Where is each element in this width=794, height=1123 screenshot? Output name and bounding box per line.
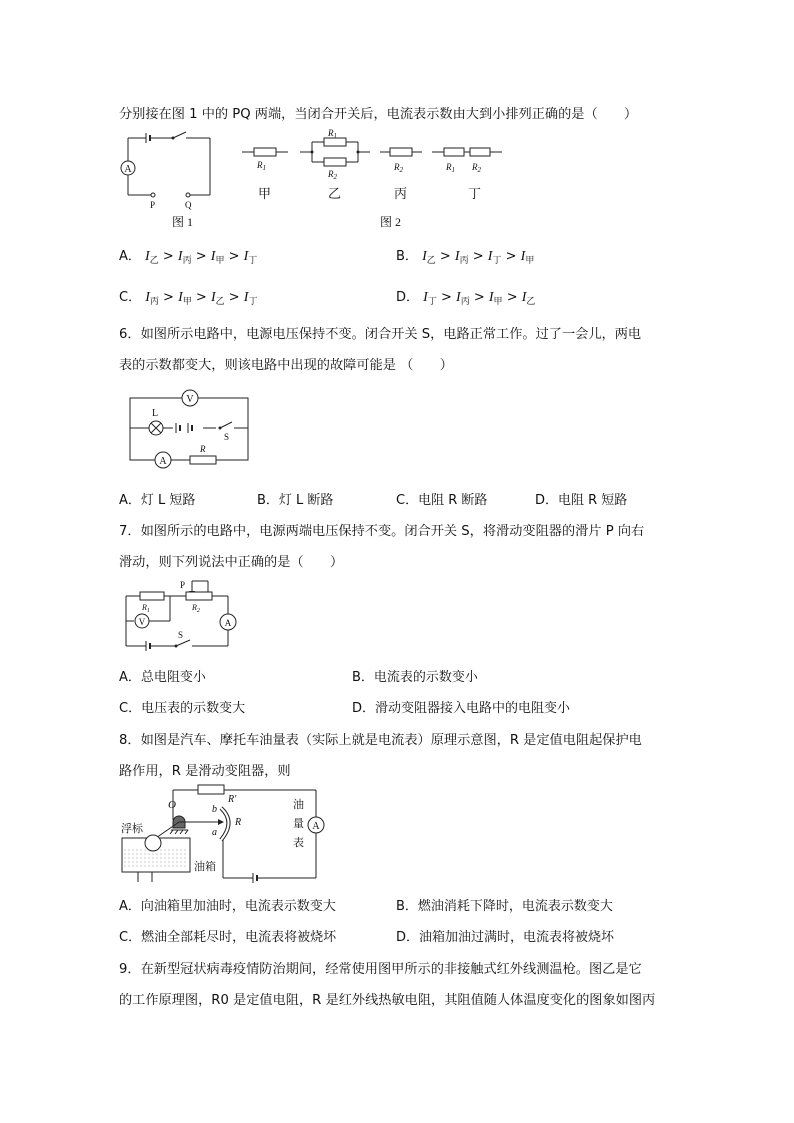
svg-text:表: 表 [293,837,304,849]
svg-text:A: A [224,618,232,628]
svg-text:R: R [200,444,206,454]
svg-text:R2: $R_2$ [472,162,481,174]
q6-option-a[interactable]: A．灯 L 短路 [119,493,196,508]
q9-stem-line1: 9．在新型冠状病毒疫情防治期间，经常使用图甲所示的非接触式红外线测温枪。图乙是它 [119,962,642,977]
svg-text:R2: $R_2$ [192,603,200,614]
q8-stem-line1: 8．如图是汽车、摩托车油量表（实际上就是电流表）原理示意图，R 是定值电阻起保护电 [119,733,642,748]
q7-stem-line2: 滑动，则下列说法中正确的是（ ） [119,555,344,570]
svg-text:S: S [224,432,230,442]
q8-option-b[interactable]: B．燃油消耗下降时，电流表示数变大 [396,899,613,914]
q6-option-c[interactable]: C．电阻 R 断路 [396,493,488,508]
figure-2-resistors [240,130,510,235]
q6-stem-line1: 6．如图所示电路中，电源电压保持不变。闭合开关 S，电路正常工作。过了一会儿，两电 [119,327,642,342]
q5-option-c[interactable]: C． $I_丙 > I_甲 > I_乙 > I_丁$ [119,290,258,307]
svg-text:油箱: 油箱 [194,861,216,873]
figure-1-circuit [118,130,218,235]
svg-text:浮标: 浮标 [121,823,143,835]
svg-text:量: 量 [293,818,304,830]
q5-option-d[interactable]: D． $I_丁 > I_丙 > I_甲 > I_乙$ [396,290,536,307]
q5-option-b[interactable]: B． $I_乙 > I_丙 > I_丁 > I_甲$ [396,249,535,266]
svg-text:R1: $R_1$ [446,162,455,174]
svg-text:图 1: 图 1 [172,215,194,229]
q7-option-d[interactable]: D．滑动变阻器接入电路中的电阻变小 [352,701,571,716]
svg-text:a: a [212,827,217,838]
svg-text:图 2: 图 2 [380,215,402,229]
svg-text:丁: 丁 [468,186,482,201]
q7-option-b[interactable]: B．电流表的示数变小 [352,670,478,685]
q7-stem-line1: 7．如图所示的电路中，电源两端电压保持不变。闭合开关 S，将滑动变阻器的滑片 P 向右 [119,524,645,539]
svg-text:丙: 丙 [394,186,408,201]
svg-text:油: 油 [293,799,304,811]
svg-text:S: S [178,630,184,640]
svg-text:乙: 乙 [328,186,342,201]
q8-option-a[interactable]: A．向油箱里加油时，电流表示数变大 [119,899,336,914]
q6-option-d[interactable]: D．电阻 R 短路 [535,493,628,508]
q6-option-b[interactable]: B．灯 L 断路 [257,493,334,508]
q8-oil-gauge-circuit [118,780,333,890]
svg-text:P: P [180,580,186,590]
svg-text:V: V [138,617,146,627]
svg-text:R1: $R_1$ [328,128,337,140]
svg-text:b: b [212,804,217,815]
q8-option-c[interactable]: C．燃油全部耗尽时，电流表将被烧坏 [119,930,337,945]
svg-text:R1: $R_1$ [257,160,266,172]
q5-option-a[interactable]: A． $I_乙 > I_丙 > I_甲 > I_丁$ [119,249,258,266]
svg-text:R1: $R_1$ [142,603,150,614]
q7-circuit [118,578,243,656]
question-5-stem: 分别接在图 1 中的 PQ 两端，当闭合开关后，电流表示数由大到小排列正确的是（ ） [119,107,638,122]
q6-circuit [128,388,253,468]
svg-text:A: A [159,456,167,467]
q9-stem-line2: 的工作原理图，R0 是定值电阻，R 是红外线热敏电阻，其阻值随人体温度变化的图象如图丙 [119,993,656,1008]
svg-text:R′: R′ [228,794,237,805]
q6-stem-line2: 表的示数都变大，则该电路中出现的故障可能是 （ ） [119,358,453,373]
svg-text:P: P [150,200,156,210]
svg-text:O: O [168,799,176,811]
q7-option-c[interactable]: C．电压表的示数变大 [119,701,246,716]
q8-stem-line2: 路作用，R 是滑动变阻器，则 [119,764,291,779]
q8-option-d[interactable]: D．油箱加油过满时，电流表将被烧坏 [396,930,615,945]
q7-option-a[interactable]: A．总电阻变小 [119,670,206,685]
svg-text:A: A [124,164,132,175]
svg-text:V: V [186,394,194,405]
svg-text:L: L [152,408,159,419]
svg-text:A: A [312,821,320,832]
svg-text:Q: Q [185,200,192,210]
svg-text:R: R [235,817,242,828]
svg-text:R2: $R_2$ [394,162,403,174]
svg-text:甲: 甲 [258,186,272,201]
svg-text:R2: $R_2$ [328,169,337,181]
